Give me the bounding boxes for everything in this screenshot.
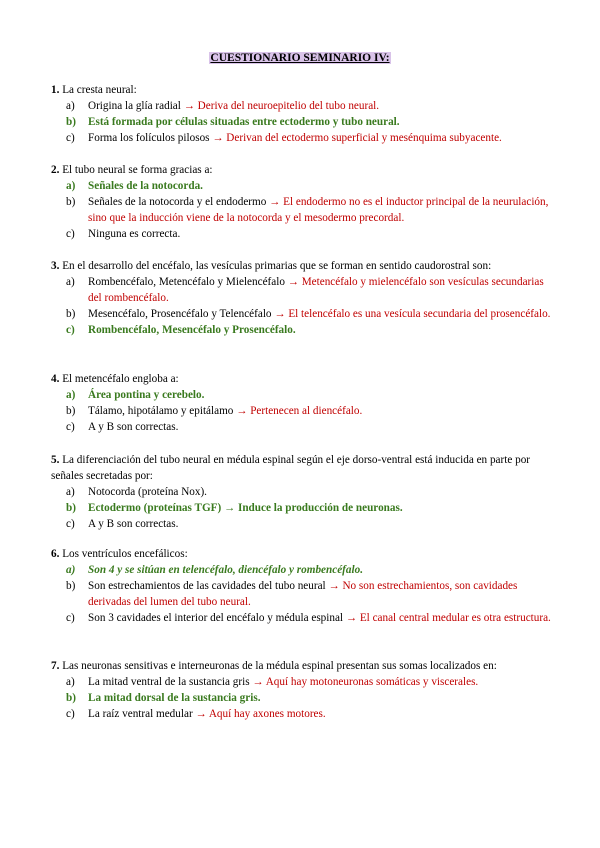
question-3: [51, 258, 551, 338]
option-a: a) Origina la glía radial → Deriva del neuroepitelio del tubo neural.: [66, 100, 380, 112]
option-b-correct: b) Está formada por células situadas entre ectodermo y tubo neural.: [66, 116, 400, 128]
question-text: 1. La cresta neural:: [51, 84, 137, 96]
question-text: 2. El tubo neural se forma gracias a:: [51, 164, 213, 176]
option-a-correct: a) Área pontina y cerebelo.: [66, 389, 205, 401]
question-2: [51, 162, 551, 242]
option-b-correct: b) Ectodermo (proteínas TGF) → Induce la producción de neuronas.: [66, 502, 403, 514]
question-text: 4. El metencéfalo engloba a:: [51, 373, 179, 385]
option-c: c) Forma los folículos pilosos → Derivan del ectodermo superficial y mesénquima subyacente.: [66, 132, 502, 144]
option-b-correct: b) La mitad dorsal de la sustancia gris.: [66, 692, 261, 704]
document-title: CUESTIONARIO SEMINARIO IV:: [210, 52, 390, 64]
question-6: [51, 546, 551, 626]
question-text: 5. La diferenciación del tubo neural en médula espinal según el eje dorso-ventral está inducida en parte por señales secretadas por:: [51, 454, 531, 482]
question-5: [51, 452, 551, 532]
option-a-correct: a) Son 4 y se sitúan en telencéfalo, diencéfalo y rombencéfalo.: [66, 564, 363, 576]
option-a-correct: a) Señales de la notocorda.: [66, 180, 203, 192]
question-1: [51, 82, 551, 146]
question-7: [51, 658, 551, 722]
option-b: b) Son estrechamientos de las cavidades del tubo neural → No son estrechamientos, son cavidades derivadas del lumen del tubo neural.: [66, 580, 518, 608]
question-text: 6. Los ventrículos encefálicos:: [51, 548, 188, 560]
option-a: a) La mitad ventral de la sustancia gris → Aquí hay motoneuronas somáticas y viscerales.: [66, 676, 479, 688]
option-c-correct: c) Rombencéfalo, Mesencéfalo y Prosencéfalo.: [66, 324, 296, 336]
option-c: c) A y B son correctas.: [66, 518, 179, 530]
option-a: a) Rombencéfalo, Metencéfalo y Mielencéfalo → Metencéfalo y mielencéfalo son vesículas secundarias del rombencéfalo.: [66, 276, 544, 304]
option-b: b) Señales de la notocorda y el endodermo → El endodermo no es el inductor principal de la neurulación, sino que la inducción viene de la notocorda y el mesodermo precordal.: [66, 196, 549, 224]
question-text: 3. En el desarrollo del encéfalo, las vesículas primarias que se forman en sentido caudorostral son:: [51, 260, 492, 272]
option-b: b) Mesencéfalo, Prosencéfalo y Telencéfalo → El telencéfalo es una vesícula secundaria del prosencéfalo.: [66, 308, 551, 320]
option-c: c) A y B son correctas.: [66, 421, 179, 433]
option-c: c) Ninguna es correcta.: [66, 228, 181, 240]
option-c: c) Son 3 cavidades el interior del encéfalo y médula espinal → El canal central medular es otra estructura.: [66, 612, 551, 624]
option-b: b) Tálamo, hipotálamo y epitálamo → Pertenecen al diencéfalo.: [66, 405, 363, 417]
question-4: [51, 371, 551, 435]
question-text: 7. Las neuronas sensitivas e interneuronas de la médula espinal presentan sus somas localizados en:: [51, 660, 497, 672]
option-a: a) Notocorda (proteína Nox).: [66, 486, 207, 498]
option-c: c) La raíz ventral medular → Aquí hay axones motores.: [66, 708, 326, 720]
